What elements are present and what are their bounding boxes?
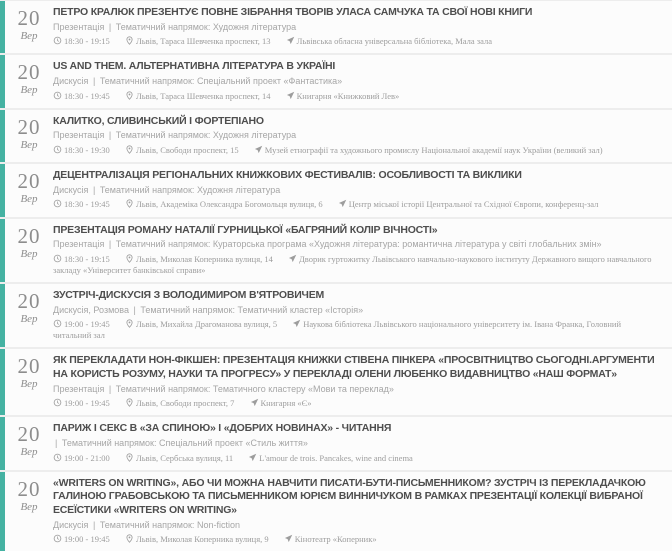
event-row[interactable]	[0, 349, 672, 415]
event-date-month: Вер	[20, 193, 38, 206]
event-date-month: Вер	[20, 30, 38, 42]
navigation-arrow-icon	[292, 319, 301, 328]
type-separator: |	[108, 21, 112, 32]
event-type: Дискусія	[53, 184, 89, 195]
event-address	[125, 36, 271, 46]
navigation-arrow-icon	[338, 199, 347, 208]
event-row[interactable]	[0, 284, 672, 347]
event-title-link[interactable]: ПЕТРО КРАЛЮК ПРЕЗЕНТУЄ ПОВНЕ ЗІБРАННЯ ТВОРІВ УЛАСА САМЧУКА ТА СВОЇ НОВІ КНИГИ	[53, 6, 533, 18]
type-separator: |	[92, 519, 96, 530]
event-address	[125, 254, 273, 264]
event-date-month: Вер	[20, 500, 38, 513]
event-venue	[254, 145, 603, 155]
event-time	[53, 36, 110, 46]
event-date-day: 20	[17, 354, 41, 379]
event-details-line	[53, 398, 658, 409]
navigation-arrow-icon	[286, 91, 295, 100]
event-row[interactable]	[0, 55, 672, 107]
clock-icon	[53, 534, 62, 543]
map-pin-icon	[125, 319, 134, 328]
type-separator: |	[92, 184, 96, 195]
event-venue-text: Кінотеатр «Коперник»	[294, 534, 377, 545]
event-address	[125, 534, 269, 544]
event-venue-text: Центр міської історії Центральної та Східної Європи, конференц-зал	[348, 199, 599, 210]
navigation-arrow-icon	[254, 145, 263, 154]
event-date	[5, 60, 53, 101]
event-title-link[interactable]: ПАРИЖ І СЕКС В «ЗА СПИНОЮ» І «ДОБРИХ НОВИНАХ» - ЧИТАННЯ	[53, 422, 392, 435]
event-address-text: Львів, Миколая Коперника вулиця, 14	[135, 253, 273, 264]
event-date	[5, 354, 53, 409]
event-type-line	[53, 185, 658, 197]
event-date-month: Вер	[20, 247, 38, 260]
clock-icon	[53, 199, 62, 208]
direction-value: Спеціальний проект «Стиль життя»	[159, 438, 308, 448]
event-time	[53, 398, 110, 408]
clock-icon	[53, 254, 62, 263]
event-venue	[286, 91, 400, 101]
event-time	[53, 145, 110, 155]
event-time-text: 19:00 - 19:45	[64, 398, 110, 409]
navigation-arrow-icon	[248, 453, 257, 462]
event-date-day: 20	[17, 223, 41, 248]
event-type: Презентація	[53, 239, 105, 250]
event-time	[53, 254, 110, 264]
event-title-link[interactable]: ПРЕЗЕНТАЦІЯ РОМАНУ НАТАЛІЇ ГУРНИЦЬКОЇ «БАГРЯНИЙ КОЛІР ВІЧНОСТІ»	[53, 223, 438, 236]
event-type-line	[53, 22, 658, 34]
type-separator: |	[108, 239, 112, 250]
event-venue-text: Книгарня «Є»	[260, 398, 312, 409]
event-address-text: Львів, Свободи проспект, 15	[135, 145, 239, 156]
event-type-line	[53, 239, 658, 251]
event-type: Дискусія	[53, 76, 89, 87]
clock-icon	[53, 36, 62, 45]
event-date-month: Вер	[20, 446, 38, 459]
event-time-text: 19:00 - 19:45	[64, 319, 110, 330]
event-date-day: 20	[17, 422, 41, 447]
type-separator: |	[55, 438, 58, 448]
event-venue-text: Наукова бібліотека Львівського національного університету ім. Івана Франка, Головний читальний зал	[53, 319, 621, 341]
navigation-arrow-icon	[250, 398, 259, 407]
map-pin-icon	[125, 534, 134, 543]
direction-label: Тематичний напрямок:	[115, 130, 211, 141]
event-content	[53, 477, 662, 546]
direction-label: Тематичний напрямок:	[115, 383, 211, 394]
event-date	[5, 224, 53, 276]
event-row[interactable]	[0, 164, 672, 216]
event-venue-text: Музей етнографії та художнього промислу Національної академії наук України (великий зал)	[264, 145, 603, 156]
event-date-month: Вер	[20, 312, 38, 325]
event-time-text: 18:30 - 19:15	[64, 36, 110, 47]
event-date	[5, 6, 53, 47]
event-type: Презентація	[53, 130, 105, 141]
event-content	[53, 169, 662, 210]
event-content	[53, 354, 662, 409]
navigation-arrow-icon	[288, 254, 297, 263]
event-details-line	[53, 254, 658, 276]
direction-value: Художня література	[196, 184, 281, 195]
direction-label: Тематичний напрямок:	[115, 239, 211, 250]
direction-value: Non-fiction	[196, 519, 240, 530]
event-type-line	[53, 384, 658, 396]
direction-value: Кураторська програма «Художня література: романтична література у світі глобальних змін»	[212, 239, 602, 250]
event-date	[5, 115, 53, 156]
event-venue-text: Дворик гуртожитку Львівського навчально-наукового інституту Державного вищого навчального закладу «Університет банківської справи»	[53, 253, 652, 275]
event-time-text: 19:00 - 21:00	[64, 452, 110, 463]
event-date-month: Вер	[20, 138, 38, 151]
event-address	[125, 199, 323, 209]
event-address-text: Львів, Сербська вулиця, 11	[135, 452, 234, 463]
direction-value: Художня література	[212, 21, 297, 32]
event-type: Презентація	[53, 383, 105, 394]
event-venue	[338, 199, 599, 209]
event-details-line	[53, 534, 658, 545]
direction-value: Тематичного кластеру «Мови та переклад»	[212, 383, 394, 394]
event-time	[53, 453, 110, 463]
type-separator: |	[133, 304, 136, 315]
event-row[interactable]	[0, 417, 672, 469]
event-time-text: 18:30 - 19:45	[64, 90, 110, 101]
event-date-day: 20	[17, 6, 41, 30]
event-content	[53, 115, 662, 156]
event-time-text: 19:00 - 19:45	[64, 534, 110, 545]
event-date	[5, 477, 53, 546]
direction-label: Тематичний напрямок:	[115, 21, 211, 32]
event-details-line	[53, 199, 658, 210]
event-time	[53, 91, 110, 101]
type-separator: |	[92, 76, 96, 87]
event-content	[53, 60, 662, 101]
event-date-day: 20	[17, 476, 41, 501]
event-title-link[interactable]: ДЕЦЕНТРАЛІЗАЦІЯ РЕГІОНАЛЬНИХ КНИЖКОВИХ ФЕСТИВАЛІВ: ОСОБЛИВОСТІ ТА ВИКЛИКИ	[53, 169, 522, 182]
event-date-day: 20	[17, 169, 41, 194]
event-date-day: 20	[17, 114, 41, 139]
event-content	[53, 224, 662, 276]
map-pin-icon	[125, 36, 134, 45]
event-type-line	[53, 305, 658, 317]
event-address-text: Львів, Академіка Олександра Богомольця вулиця, 6	[135, 199, 323, 210]
direction-label: Тематичний напрямок:	[99, 519, 195, 530]
event-title-link[interactable]: «WRITERS ON WRITING», АБО ЧИ МОЖНА НАВЧИТИ ПИСАТИ-БУТИ-ПИСЬМЕННИКОМ? ЗУСТРІЧ ІЗ ПЕРЕКЛАДАЧКОЮ ГАЛИНОЮ ГРАБОВСЬКОЮ ТА ПИСЬМЕННИКОМ ЮРІЄМ ВИННИЧУКОМ В РАМКАХ ПРЕЗЕНТАЦІЇ КОЛЕКЦІЇ ВИБРАНОЇ ЕСЕЇСТИКИ «WRITERS ON WRITING»	[53, 476, 646, 517]
event-time	[53, 534, 110, 544]
event-time-text: 18:30 - 19:15	[64, 253, 110, 264]
event-date-month: Вер	[20, 378, 38, 391]
event-address	[125, 398, 234, 408]
direction-label: Тематичний напрямок:	[99, 76, 195, 87]
event-row[interactable]	[0, 110, 672, 162]
event-title-link[interactable]: ЗУСТРІЧ-ДИСКУСІЯ З ВОЛОДИМИРОМ В'ЯТРОВИЧЕМ	[53, 288, 325, 301]
event-time-text: 18:30 - 19:30	[64, 145, 110, 156]
navigation-arrow-icon	[284, 534, 293, 543]
event-row[interactable]	[0, 219, 672, 282]
navigation-arrow-icon	[286, 36, 295, 45]
map-pin-icon	[125, 145, 134, 154]
event-type: Презентація	[53, 21, 105, 32]
event-venue	[248, 453, 413, 463]
event-date	[5, 169, 53, 210]
event-details-line	[53, 319, 658, 341]
event-date-month: Вер	[20, 84, 38, 97]
event-address-text: Львів, Тараса Шевченка проспект, 13	[135, 36, 271, 47]
map-pin-icon	[125, 199, 134, 208]
type-separator: |	[108, 383, 112, 394]
direction-value: Спеціальний проект «Фантастика»	[196, 76, 343, 87]
event-address-text: Львів, Тараса Шевченка проспект, 14	[135, 90, 271, 101]
event-venue	[286, 36, 492, 46]
event-address-text: Львів, Свободи проспект, 7	[135, 398, 235, 409]
event-type: Дискусія	[53, 519, 89, 530]
map-pin-icon	[125, 254, 134, 263]
event-venue	[284, 534, 377, 544]
map-pin-icon	[125, 398, 134, 407]
clock-icon	[53, 398, 62, 407]
event-date-day: 20	[17, 60, 41, 85]
event-time	[53, 319, 110, 329]
event-title-link[interactable]: КАЛИТКО, СЛИВИНСЬКИЙ І ФОРТЕПІАНО	[53, 114, 264, 127]
event-content	[53, 6, 662, 47]
event-venue-text: Книгарня «Книжковий Лев»	[296, 90, 400, 101]
event-type-line	[53, 438, 658, 450]
event-address-text: Львів, Миколая Коперника вулиця, 9	[135, 534, 269, 545]
event-time	[53, 199, 110, 209]
event-content	[53, 289, 662, 341]
event-time-text: 18:30 - 19:45	[64, 199, 110, 210]
clock-icon	[53, 145, 62, 154]
event-details-line	[53, 145, 658, 156]
event-address	[125, 453, 233, 463]
clock-icon	[53, 453, 62, 462]
event-venue-text: L'amour de trois. Pancakes, wine and cinema	[259, 452, 413, 463]
event-details-line	[53, 36, 658, 47]
map-pin-icon	[125, 453, 134, 462]
direction-label: Тематичний напрямок:	[99, 184, 195, 195]
event-type: Дискусія, Розмова	[53, 304, 129, 315]
event-date	[5, 422, 53, 463]
event-type-line	[53, 520, 658, 532]
map-pin-icon	[125, 91, 134, 100]
event-address	[125, 91, 271, 101]
event-row[interactable]	[0, 1, 672, 53]
clock-icon	[53, 319, 62, 328]
direction-value: Тематичний кластер «Історія»	[237, 304, 364, 315]
event-title-link[interactable]: US AND THEM. АЛЬТЕРНАТИВНА ЛІТЕРАТУРА В УКРАЇНІ	[53, 60, 336, 73]
type-separator: |	[108, 130, 112, 141]
event-venue-text: Львівська обласна універсальна бібліотека, Мала зала	[296, 36, 493, 47]
direction-label: Тематичний напрямок:	[140, 304, 235, 315]
event-type-line	[53, 130, 658, 142]
direction-value: Художня література	[212, 130, 297, 141]
event-address-text: Львів, Михайла Драгоманова вулиця, 5	[135, 319, 278, 330]
event-details-line	[53, 453, 658, 464]
event-row[interactable]	[0, 472, 672, 551]
event-date-day: 20	[17, 288, 41, 313]
event-venue	[250, 398, 312, 408]
event-details-line	[53, 91, 658, 102]
event-type-line	[53, 76, 658, 88]
event-date	[5, 289, 53, 341]
direction-label: Тематичний напрямок:	[61, 438, 157, 448]
event-content	[53, 422, 662, 463]
event-address	[125, 319, 277, 329]
event-address	[125, 145, 239, 155]
clock-icon	[53, 91, 62, 100]
event-title-link[interactable]: ЯК ПЕРЕКЛАДАТИ НОН-ФІКШЕН: ПРЕЗЕНТАЦІЯ КНИЖКИ СТІВЕНА ПІНКЕРА «ПРОСВІТНИЦТВО СЬОГОДНІ.АРГУМЕНТИ НА КОРИСТЬ РОЗУМУ, НАУКИ ТА ПРОГРЕСУ» У ПЕРЕКЛАДІ ОЛЕНИ ЛЮБЕНКО ВИДАВНИЦТВО «НАШ ФОРМАТ»	[53, 354, 655, 380]
